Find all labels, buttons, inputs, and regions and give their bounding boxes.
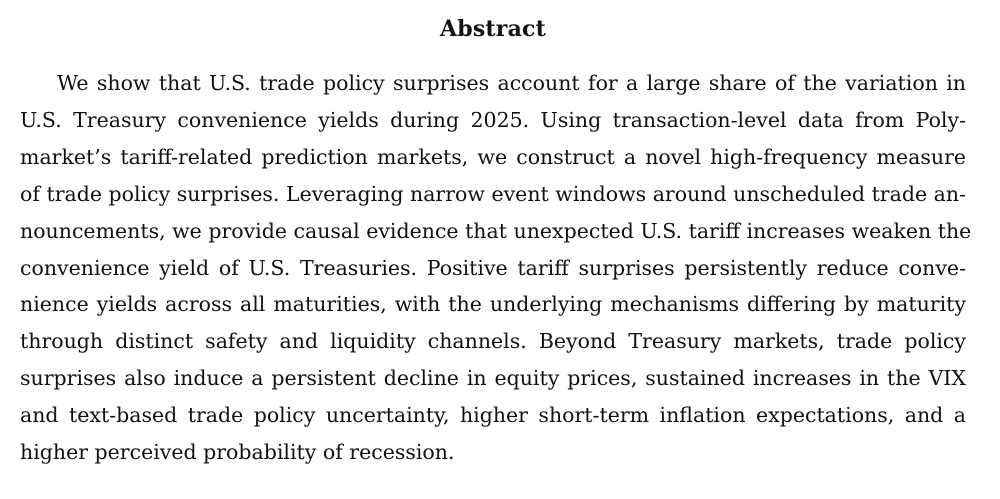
abstract-line: through distinct safety and liquidity channels. Beyond Treasury markets, trade policy bbox=[20, 329, 966, 354]
abstract-line: of trade policy surprises. Leveraging narrow event windows around unscheduled trade an- bbox=[20, 181, 966, 206]
abstract-section bbox=[20, 0, 972, 471]
abstract-line: We show that U.S. trade policy surprises account for a large share of the variation in bbox=[57, 71, 966, 95]
abstract-line: surprises also induce a persistent decline in equity prices, sustained increases in the VIX bbox=[20, 366, 966, 391]
abstract-line: higher perceived probability of recession. bbox=[20, 440, 455, 465]
abstract-line: convenience yield of U.S. Treasuries. Positive tariff surprises persistently reduce conve- bbox=[20, 255, 966, 280]
abstract-heading: Abstract bbox=[439, 16, 546, 42]
abstract-line: U.S. Treasury convenience yields during 2025. Using transaction-level data from Poly- bbox=[20, 107, 966, 132]
abstract-line: nouncements, we provide causal evidence that unexpected U.S. tariff increases weaken the bbox=[20, 218, 972, 243]
abstract-line: market’s tariff-related prediction markets, we construct a novel high-frequency measure bbox=[20, 144, 966, 169]
abstract-line: and text-based trade policy uncertainty, higher short-term inflation expectations, and a bbox=[20, 403, 966, 428]
abstract-paragraph bbox=[20, 65, 972, 471]
abstract-line: nience yields across all maturities, with the underlying mechanisms differing by maturity bbox=[20, 292, 966, 317]
